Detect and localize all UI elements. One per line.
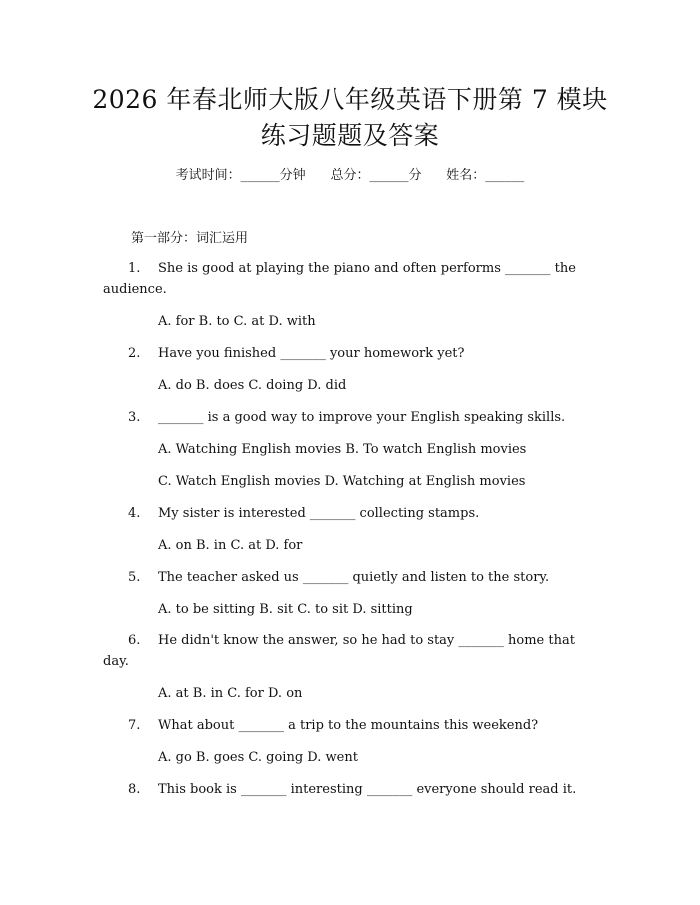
- question-options: A. to be sitting B. sit C. to sit D. sitting: [158, 602, 413, 617]
- exam-score-label: 总分：______分: [330, 168, 422, 183]
- question-text-continuation: audience.: [103, 282, 167, 297]
- question-text: My sister is interested _______ collecting stamps.: [158, 506, 480, 521]
- question-options: A. do B. does C. doing D. did: [158, 378, 347, 393]
- question-number: 4.: [128, 506, 141, 521]
- exam-name-label: 姓名：______: [446, 168, 525, 183]
- question-options: A. for B. to C. at D. with: [158, 314, 316, 329]
- question-number: 6.: [128, 633, 141, 648]
- section-title: 第一部分：词汇运用: [131, 231, 249, 246]
- question-number: 2.: [128, 346, 141, 361]
- question-options: A. on B. in C. at D. for: [158, 538, 303, 553]
- question-number: 1.: [128, 261, 141, 276]
- question-text: He didn't know the answer, so he had to stay _______ home that: [158, 633, 575, 648]
- document-title-line1: 2026 年春北师大版八年级英语下册第 7 模块: [92, 85, 608, 114]
- question-options: C. Watch English movies D. Watching at English movies: [158, 474, 526, 489]
- question-text: She is good at playing the piano and often performs _______ the: [158, 261, 576, 276]
- question-text: Have you finished _______ your homework yet?: [158, 346, 465, 361]
- question-text-continuation: day.: [103, 654, 129, 669]
- question-options: A. at B. in C. for D. on: [158, 686, 303, 701]
- question-text: _______ is a good way to improve your English speaking skills.: [158, 410, 566, 425]
- exam-time-label: 考试时间：______分钟: [175, 168, 306, 183]
- document-title-line2: 练习题题及答案: [260, 121, 440, 150]
- question-text: What about _______ a trip to the mountains this weekend?: [158, 718, 539, 733]
- question-options: A. Watching English movies B. To watch English movies: [158, 442, 527, 457]
- question-options: A. go B. goes C. going D. went: [158, 750, 358, 765]
- question-number: 7.: [128, 718, 141, 733]
- question-text: This book is _______ interesting _______ everyone should read it.: [158, 782, 577, 797]
- question-text: The teacher asked us _______ quietly and listen to the story.: [158, 570, 550, 585]
- question-number: 8.: [128, 782, 141, 797]
- question-number: 5.: [128, 570, 141, 585]
- exam-meta: [0, 166, 700, 186]
- question-number: 3.: [128, 410, 141, 425]
